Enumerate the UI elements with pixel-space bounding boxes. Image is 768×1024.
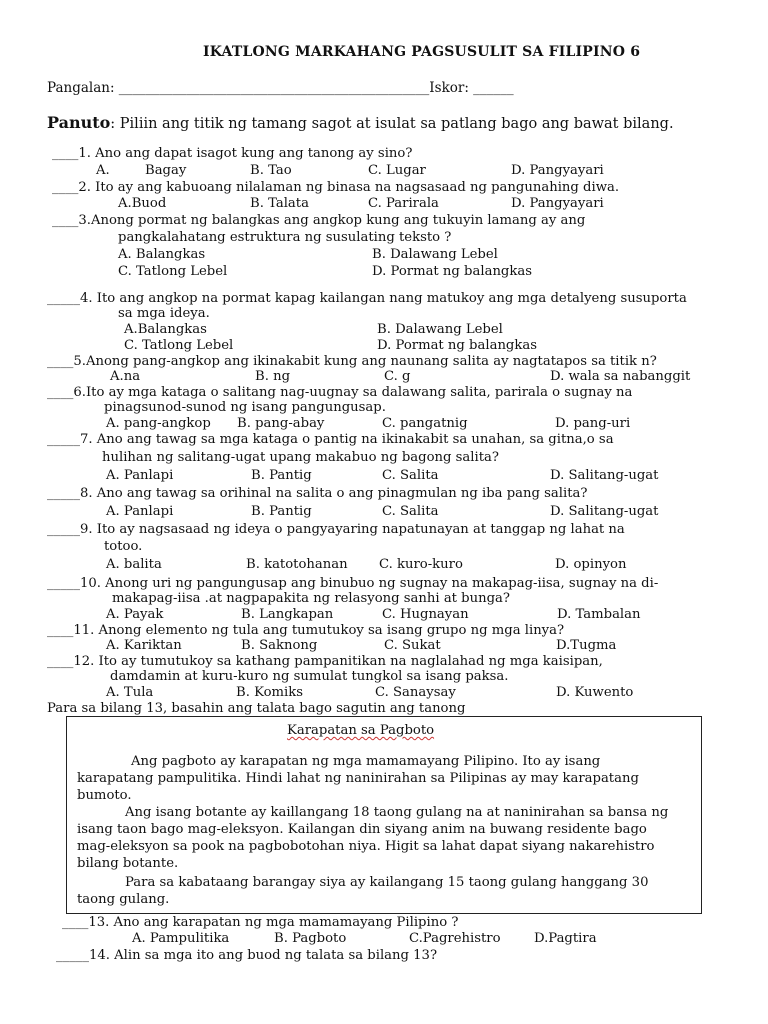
question-3-cont: pangkalahatang estruktura ng susulating teksto ?	[118, 230, 452, 245]
option: C. Salita	[382, 504, 439, 519]
option: B. Saknong	[241, 638, 318, 653]
option: B. Pantig	[251, 468, 312, 483]
passage-line: isang taon bago mag-eleksyon. Kailangan din siyang anim na buwang residente bago	[77, 822, 647, 837]
question-7-cont: hulihan ng salitang-ugat upang makabuo ng bagong salita?	[102, 450, 499, 465]
option: D. Salitang-ugat	[550, 504, 659, 519]
option: A. Payak	[106, 607, 164, 622]
passage-line: taong gulang.	[77, 892, 170, 907]
question-6-cont: pinagsunod-sunod ng isang pangungusap.	[104, 400, 386, 415]
option: B. ng	[255, 369, 291, 384]
passage-line: Para sa kabataang barangay siya ay kailangang 15 taong gulang hanggang 30	[125, 875, 649, 890]
name-score-line: Pangalan: ______________________________________________Iskor: ______	[47, 80, 514, 96]
question-3: ____3.Anong pormat ng balangkas ang angkop kung ang tukuyin lamang ay ang	[52, 213, 586, 228]
option: D. Pormat ng balangkas	[372, 264, 532, 279]
question-9-cont: totoo.	[104, 539, 143, 554]
option: B. katotohanan	[246, 557, 348, 572]
question-4-cont: sa mga ideya.	[118, 306, 210, 321]
option: D. Pangyayari	[511, 163, 604, 178]
option: B. Komiks	[236, 685, 303, 700]
option: B. Tao	[250, 163, 292, 178]
option: C. g	[384, 369, 411, 384]
option: A. Kariktan	[106, 638, 182, 653]
option: B. Dalawang Lebel	[377, 322, 503, 337]
question-6: ____6.Ito ay mga kataga o salitang nag-uugnay sa dalawang salita, parirala o sugnay na	[47, 385, 633, 400]
option: Bagay	[145, 163, 187, 178]
option: A. pang-angkop	[106, 416, 211, 431]
question-9: _____9. Ito ay nagsasaad ng ideya o pangyayaring napatunayan at tanggap ng lahat na	[47, 522, 625, 537]
question-12-cont: damdamin at kuru-kuro ng sumulat tungkol sa isang paksa.	[110, 669, 509, 684]
question-8: _____8. Ano ang tawag sa orihinal na salita o ang pinagmulan ng iba pang salita?	[47, 486, 588, 501]
option: D.Pagtira	[534, 931, 597, 946]
option: C. Tatlong Lebel	[118, 264, 228, 279]
passage-line: Ang isang botante ay kaillangang 18 taong gulang na at naninirahan sa bansa ng	[125, 805, 669, 820]
page-title: IKATLONG MARKAHANG PAGSUSULIT SA FILIPINO 6	[203, 44, 641, 60]
option: A. Panlapi	[106, 504, 174, 519]
option: D. opinyon	[555, 557, 627, 572]
option: C.Pagrehistro	[409, 931, 501, 946]
option: B. Pagboto	[274, 931, 347, 946]
passage-line: bumoto.	[77, 788, 132, 803]
question-13: ____13. Ano ang karapatan ng mga mamamayang Pilipino ?	[62, 915, 459, 930]
option: A. balita	[106, 557, 162, 572]
option: D. Tambalan	[557, 607, 641, 622]
option: A. Balangkas	[118, 247, 206, 262]
option: C. Parirala	[368, 196, 439, 211]
option: B. Dalawang Lebel	[372, 247, 498, 262]
passage-line: Ang pagboto ay karapatan ng mga mamamayang Pilipino. Ito ay isang	[131, 754, 601, 769]
question-10: _____10. Anong uri ng pangungusap ang binubuo ng sugnay na makapag-iisa, sugnay na di-	[47, 576, 659, 591]
option: A. Tula	[106, 685, 154, 700]
question-4: _____4. Ito ang angkop na pormat kapag kailangan nang matukoy ang mga detalyeng susuporta	[47, 291, 687, 306]
passage-line: karapatang pampulitika. Hindi lahat ng naninirahan sa Pilipinas ay may karapatang	[77, 771, 639, 786]
option: C. Sanaysay	[375, 685, 456, 700]
option: C. Sukat	[384, 638, 441, 653]
instructions	[47, 113, 674, 132]
option: A.Buod	[118, 196, 167, 211]
option: B. pang-abay	[237, 416, 325, 431]
instructions-label: Panuto	[47, 113, 111, 132]
option: A. Pampulitika	[132, 931, 230, 946]
option: B. Talata	[250, 196, 309, 211]
option: C. Lugar	[368, 163, 426, 178]
question-12: ____12. Ito ay tumutukoy sa kathang pampanitikan na naglalahad ng mga kaisipan,	[47, 654, 603, 669]
option: A.	[96, 163, 110, 178]
question-10-cont: makapag-iisa .at nagpapakita ng relasyong sanhi at bunga?	[112, 591, 510, 606]
option: C. pangatnig	[382, 416, 468, 431]
option: C. Tatlong Lebel	[124, 338, 234, 353]
option: A. Panlapi	[106, 468, 174, 483]
question-7: _____7. Ano ang tawag sa mga kataga o pantig na ikinakabit sa unahan, sa gitna,o sa	[47, 432, 614, 447]
option: A.Balangkas	[124, 322, 207, 337]
option: C. kuro-kuro	[379, 557, 463, 572]
option: B. Langkapan	[241, 607, 334, 622]
question-5: ____5.Anong pang-angkop ang ikinakabit kung ang naunang salita ay nagtatapos sa titik n?	[47, 354, 657, 369]
option: D. pang-uri	[555, 416, 631, 431]
option: C. Hugnayan	[382, 607, 469, 622]
question-11: ____11. Anong elemento ng tula ang tumutukoy sa isang grupo ng mga linya?	[47, 623, 565, 638]
option: B. Pantig	[251, 504, 312, 519]
passage-box	[66, 716, 702, 914]
passage-line: bilang botante.	[77, 856, 179, 871]
option: D. Kuwento	[556, 685, 634, 700]
option: A.na	[110, 369, 141, 384]
question-2: ____2. Ito ay ang kabuoang nilalaman ng binasa na nagsasaad ng pangunahing diwa.	[52, 180, 620, 195]
option: D.Tugma	[556, 638, 617, 653]
passage-title: Karapatan sa Pagboto	[287, 723, 435, 738]
question-14: _____14. Alin sa mga ito ang buod ng talata sa bilang 13?	[56, 948, 438, 963]
instructions-text: : Piliin ang titik ng tamang sagot at isulat sa patlang bago ang bawat bilang.	[110, 116, 674, 132]
option: D. Salitang-ugat	[550, 468, 659, 483]
option: C. Salita	[382, 468, 439, 483]
passage-line: mag-eleksyon sa pook na pagbobotohan niya. Higit sa lahat dapat siyang nakarehistro	[77, 839, 655, 854]
option: D. Pormat ng balangkas	[377, 338, 537, 353]
option: D. wala sa nabanggit	[550, 369, 691, 384]
passage-instruction: Para sa bilang 13, basahin ang talata bago sagutin ang tanong	[47, 701, 466, 716]
question-1: ____1. Ano ang dapat isagot kung ang tanong ay sino?	[52, 146, 413, 161]
option: D. Pangyayari	[511, 196, 604, 211]
